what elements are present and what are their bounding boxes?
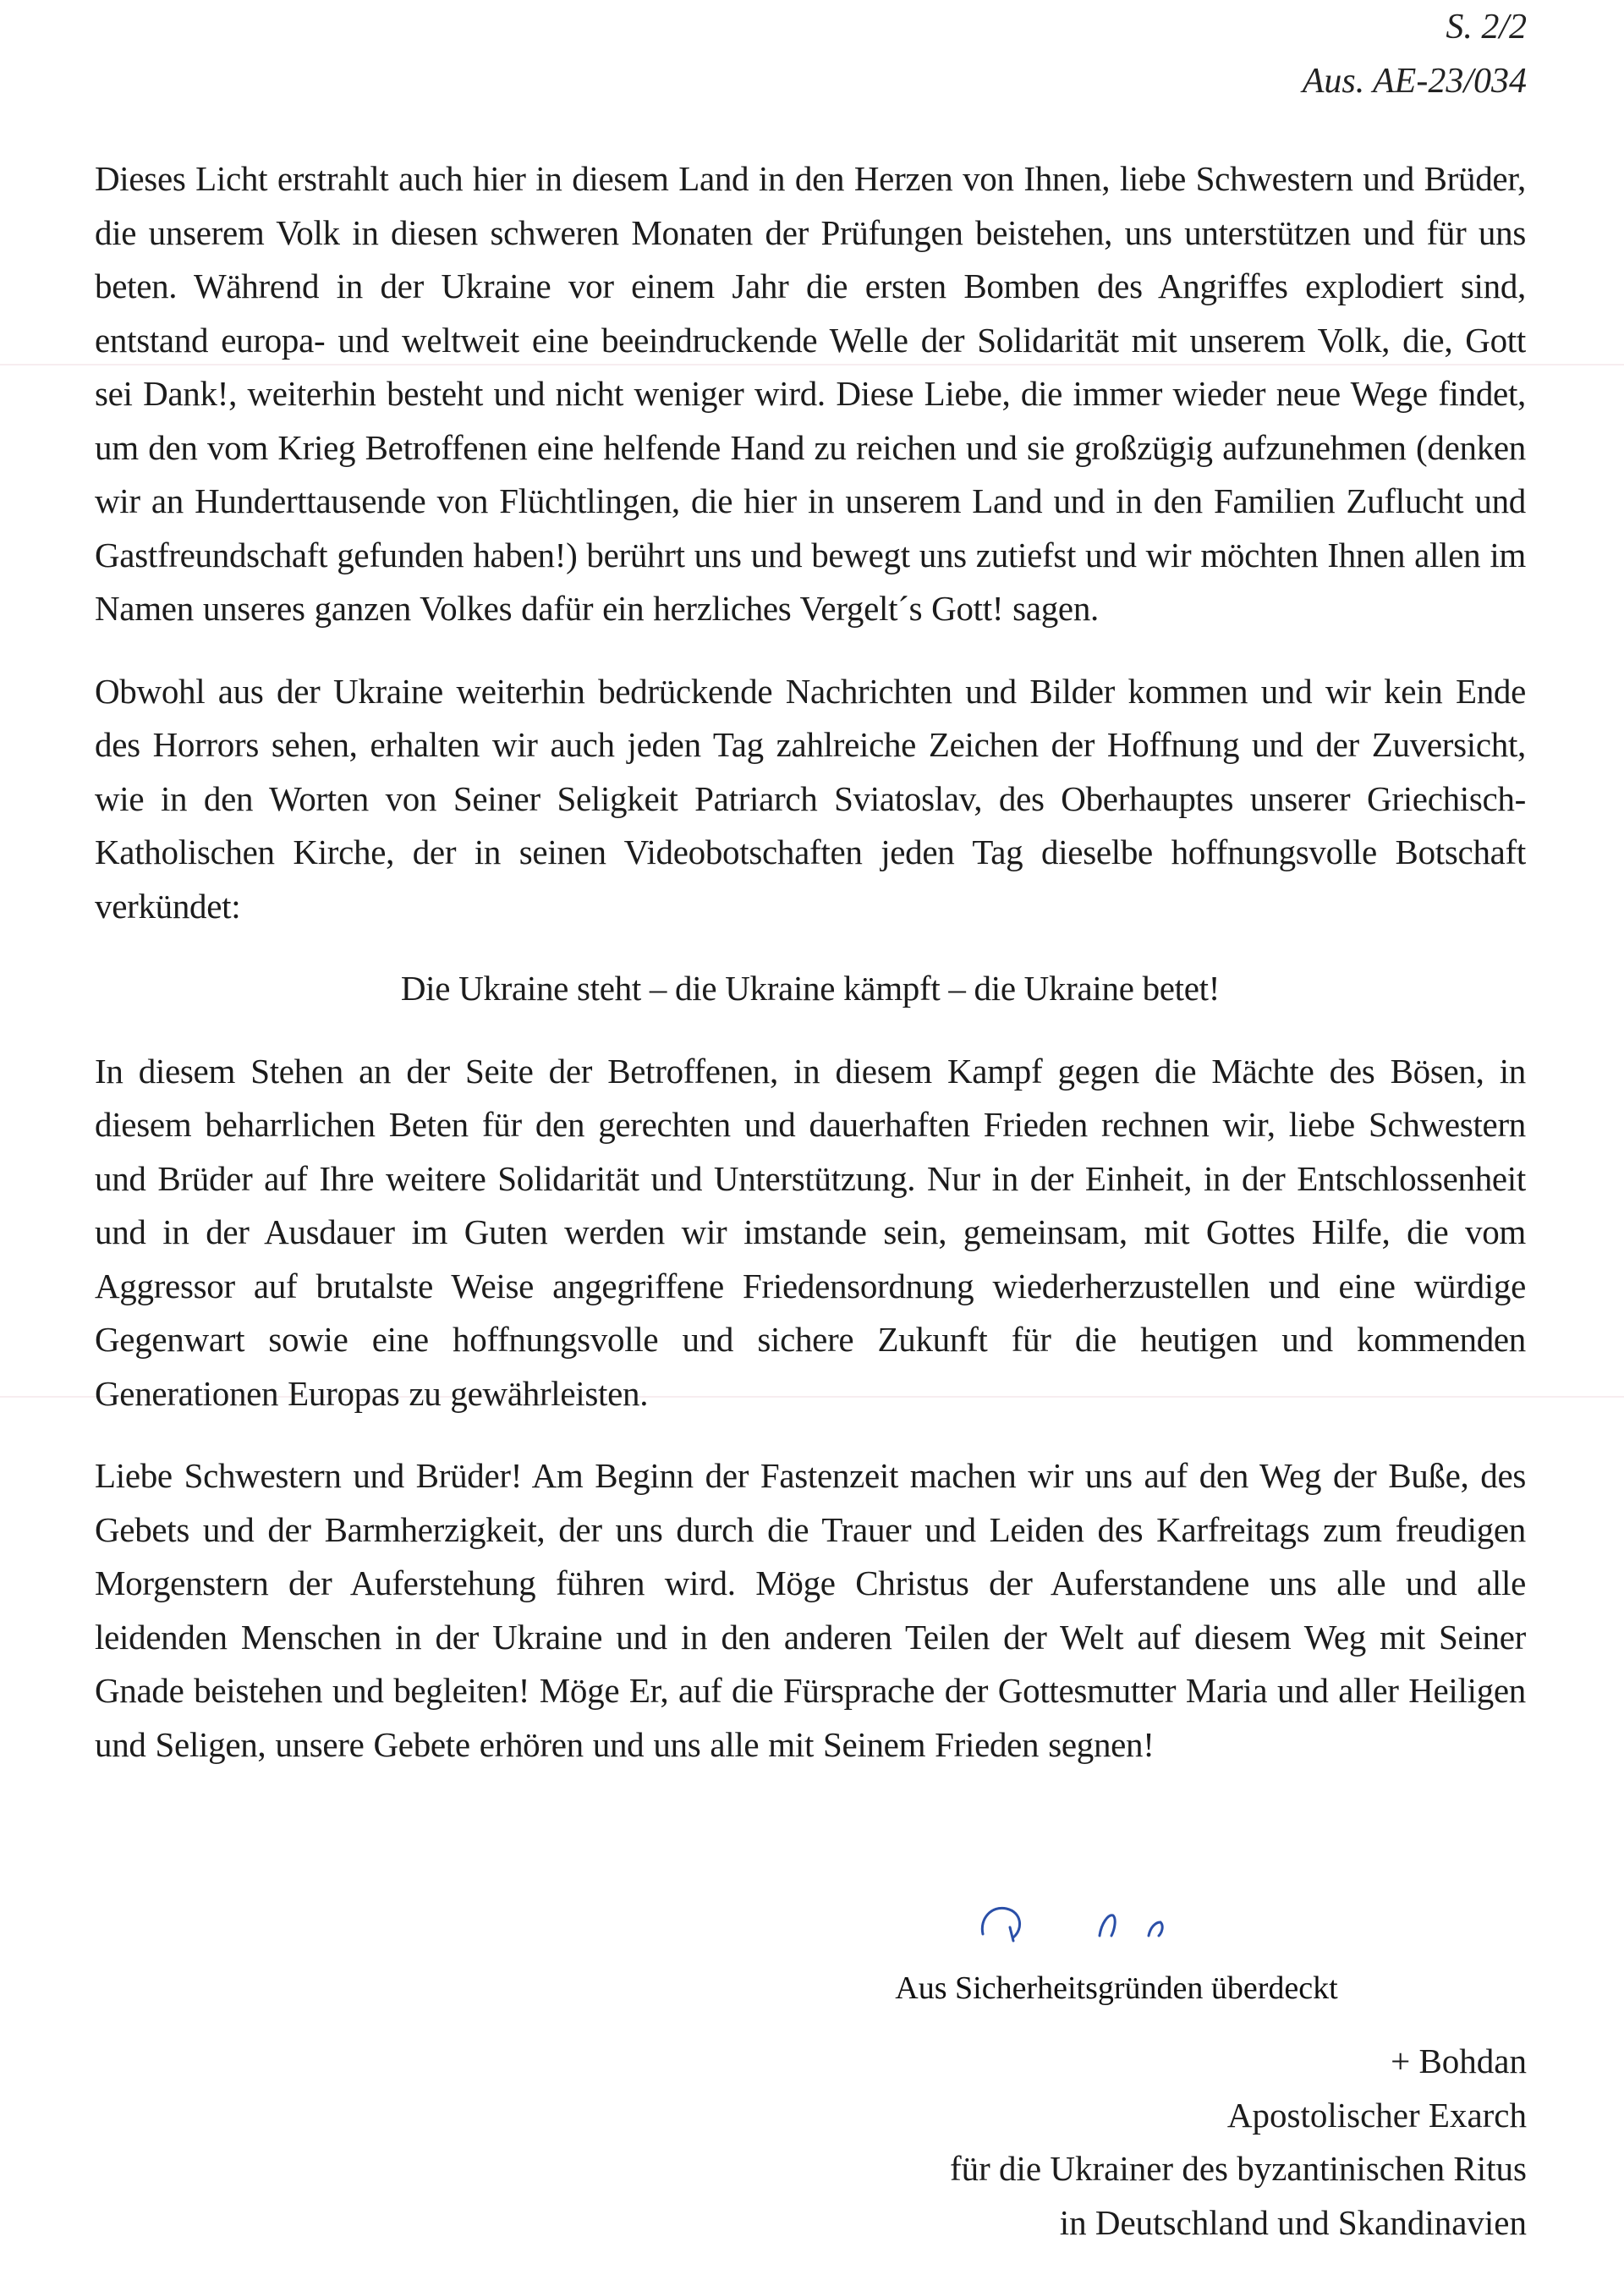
- reference-number: Aus. AE-23/034: [1302, 62, 1527, 101]
- paragraph-thanks: Dieses Licht erstrahlt auch hier in diesem Land in den Herzen von Ihnen, liebe Schwestern und Brüder, die unserem Volk in diesen schweren Monaten der Prüfungen beistehen, uns unterstützen und für uns beten. Während in der Ukraine vor einem Jahr die ersten Bomben des Angriffes explodiert sind, entstand europa- und weltweit eine beeindruckende Welle der Solidarität mit unserem Volk, die, Gott sei Dank!, weiterhin besteht und nicht weniger wird. Diese Liebe, die immer wieder neue Wege findet, um den vom Krieg Betroffenen eine helfende Hand zu reichen und sie großzügig aufzunehmen (denken wir an Hunderttausende von Flüchtlingen, die hier in unserem Land und in den Familien Zuflucht und Gastfreundschaft gefunden haben!) berührt uns und bewegt uns zutiefst und wir möchten Ihnen allen im Namen unseres ganzen Volkes dafür ein herzliches Vergelt´s Gott! sagen.: [95, 159, 1526, 628]
- document-reference: [1303, 0, 1527, 108]
- paragraph-solidarity: In diesem Stehen an der Seite der Betroffenen, in diesem Kampf gegen die Mächte des Bösen, in diesem beharrlichen Beten für den gerechten und dauerhaften Frieden rechnen wir, liebe Schwestern und Brüder auf Ihre weitere Solidarität und Unterstützung. Nur in der Einheit, in der Entschlossenheit und in der Ausdauer im Guten werden wir imstande sein, gemeinsam, mit Gottes Hilfe, die vom Aggressor auf brutalste Weise angegriffene Friedensordnung wiederherzustellen und eine würdige Gegenwart sowie eine hoffnungsvolle und sichere Zukunft für die heutigen und kommenden Generationen Europas zu gewährleisten.: [95, 1051, 1526, 1413]
- page-number: S. 2/2: [1446, 8, 1527, 47]
- paragraph-hope: Obwohl aus der Ukraine weiterhin bedrückende Nachrichten und Bilder kommen und wir kein Ende des Horrors sehen, erhalten wir auch jeden Tag zahlreiche Zeichen der Hoffnung und der Zuversicht, wie in den Worten von Seiner Seligkeit Patriarch Sviatoslav, des Oberhauptes unserer Griechisch-Katholischen Kirche, der in seinen Videobotschaften jeden Tag dieselbe hoffnungsvolle Botschaft verkündet:: [95, 671, 1526, 926]
- paragraph-blessing: Liebe Schwestern und Brüder! Am Beginn der Fastenzeit machen wir uns auf den Weg der Buße, des Gebets und der Barmherzigkeit, der uns durch die Trauer und Leiden des Karfreitags zum freudigen Morgenstern der Auferstehung führen wird. Möge Christus der Auferstandene uns alle und alle leidenden Menschen in der Ukraine und in den anderen Teilen der Welt auf diesem Weg mit Seiner Gnade beistehen und begleiten! Möge Er, auf die Fürsprache der Gottesmutter Maria und aller Heiligen und Seligen, unsere Gebete erhören und uns alle mit Seinem Frieden segnen!: [95, 1456, 1526, 1764]
- signature-remnant-icon: [973, 1893, 1201, 1944]
- signatory-rite: für die Ukrainer des byzantinischen Ritus: [949, 2149, 1527, 2188]
- letter-body: [95, 152, 1526, 1800]
- signature-block: [950, 2035, 1527, 2250]
- signatory-region: in Deutschland und Skandinavien: [1059, 2202, 1527, 2242]
- signatory-name: + Bohdan: [1391, 2041, 1527, 2080]
- signatory-title: Apostolischer Exarch: [1226, 2095, 1527, 2135]
- redaction-note: Aus Sicherheitsgründen überdeckt: [895, 1970, 1338, 2006]
- motto-line: Die Ukraine steht – die Ukraine kämpft – die Ukraine betet!: [400, 969, 1221, 1008]
